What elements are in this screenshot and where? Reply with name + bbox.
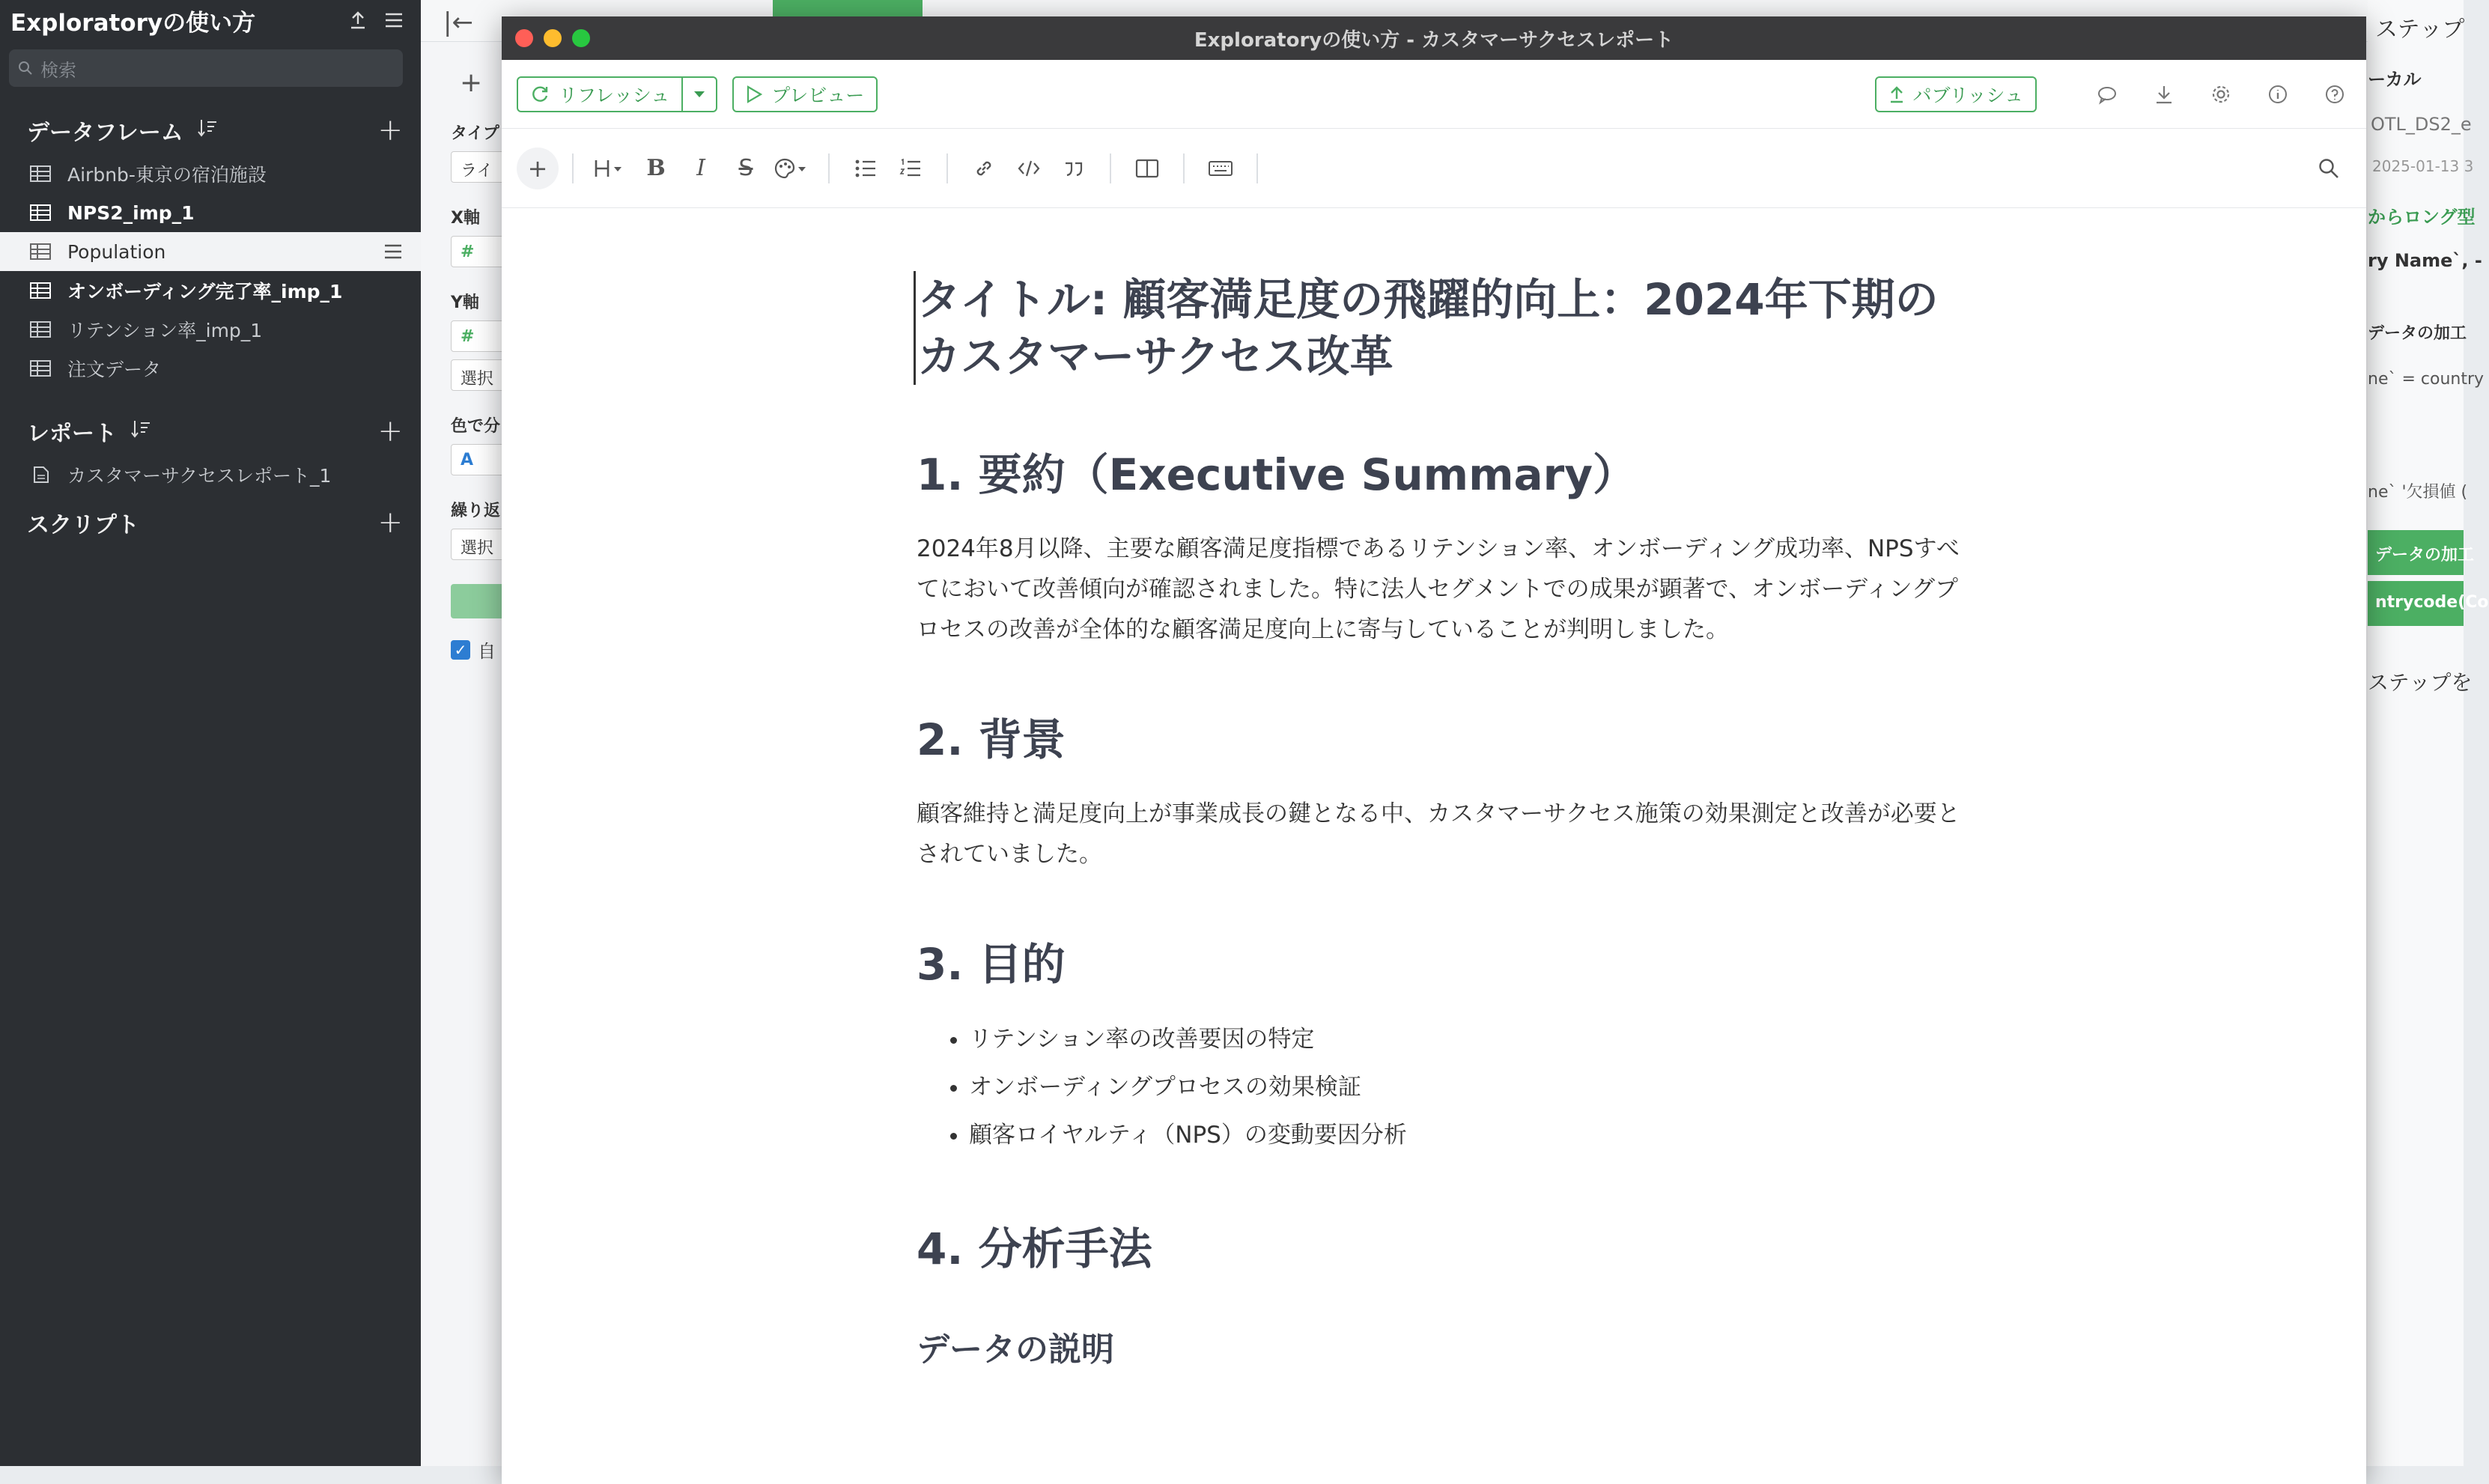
dataframe-item[interactable]	[0, 271, 421, 310]
purpose-list	[969, 1015, 1980, 1159]
paragraph[interactable]: 2024年8月以降、主要な顧客満足度指標であるリテンション率、オンボーディング成功率、NPSすべてにおいて改善傾向が確認されました。特に法人セグメントでの成果が顕著で、オンボーディングプロセスの改善が全体的な顧客満足度向上に寄与していることが判明しました。	[917, 535, 1960, 643]
comment-icon[interactable]	[2091, 78, 2124, 111]
dataframe-item[interactable]	[0, 310, 421, 349]
dataframe-item[interactable]	[0, 193, 421, 232]
dataframe-item-label: Airbnb-東京の宿泊施設	[67, 164, 267, 186]
setting-label: 色で分	[451, 417, 501, 436]
section-heading[interactable]: 1. 要約（Executive Summary）	[917, 449, 1637, 500]
table-icon	[30, 360, 52, 377]
play-icon	[746, 85, 762, 103]
gear-icon[interactable]	[2204, 78, 2237, 111]
list-item[interactable]: • オンボーディングプロセスの効果検証	[969, 1063, 1980, 1111]
step-text: ne` '欠損値 (	[2368, 483, 2468, 502]
report-toolbar-icons	[2067, 78, 2351, 111]
window-titlebar	[502, 16, 2366, 60]
refresh-button[interactable]	[517, 76, 683, 112]
table-icon	[30, 165, 52, 182]
reports-section-header	[0, 407, 421, 455]
add-icon[interactable]: +	[460, 67, 483, 98]
table-icon	[30, 243, 52, 260]
color-palette-icon[interactable]	[774, 152, 809, 185]
upload-icon	[1888, 85, 1905, 103]
dataframes-section-label: データフレーム	[27, 120, 183, 146]
x-axis-select[interactable]: #	[451, 236, 533, 267]
dataframe-item-label: リテンション率_imp_1	[67, 320, 263, 341]
steps-header: ステップ	[2375, 16, 2465, 43]
refresh-label: リフレッシュ	[559, 84, 670, 106]
preview-button[interactable]	[732, 76, 878, 112]
report-item[interactable]	[0, 455, 421, 494]
scripts-section-header	[0, 499, 421, 547]
type-select[interactable]: ライ	[451, 151, 533, 183]
dataframe-item-selected[interactable]	[0, 232, 421, 271]
info-icon[interactable]	[2261, 78, 2294, 111]
code-icon[interactable]	[1012, 152, 1045, 185]
upload-icon[interactable]	[341, 4, 374, 37]
paragraph[interactable]: 顧客維持と満足度向上が事業成長の鍵となる中、カスタマーサクセス施策の効果測定と改善が必要とされていました。	[917, 800, 1960, 868]
dataframe-item[interactable]	[0, 349, 421, 388]
dataframe-item-label: Population	[67, 240, 166, 263]
refresh-split-button	[517, 76, 717, 112]
toolbar-divider	[1256, 153, 1258, 183]
document-title[interactable]: タイトル: 顧客満足度の飛躍的向上：2024年下期のカスタマーサクセス改革	[914, 271, 1980, 385]
toolbar-divider	[1183, 153, 1185, 183]
scripts-section-label: スクリプト	[27, 512, 139, 538]
dataframe-item[interactable]	[0, 154, 421, 193]
toolbar-divider	[572, 153, 574, 183]
reports-section-label: レポート	[27, 421, 117, 447]
section-heading[interactable]: 2. 背景	[917, 714, 1066, 765]
columns-layout-icon[interactable]	[1131, 152, 1164, 185]
setting-label: Y軸	[451, 294, 479, 312]
dataframe-item-label: オンボーディング完了率_imp_1	[67, 281, 343, 302]
setting-label: 繰り返	[451, 502, 501, 520]
y-axis-select[interactable]: #	[451, 320, 533, 352]
download-icon[interactable]	[2148, 78, 2180, 111]
setting-label: X軸	[451, 209, 480, 228]
add-report-icon[interactable]: +	[377, 414, 403, 448]
editor-format-toolbar	[502, 129, 2366, 208]
help-icon[interactable]	[2318, 78, 2351, 111]
report-item-label: カスタマーサクセスレポート_1	[67, 465, 332, 487]
step-text[interactable]: からロング型	[2368, 207, 2476, 228]
search-icon	[18, 61, 33, 76]
add-script-icon[interactable]: +	[377, 505, 403, 540]
sidebar-search-field[interactable]	[9, 49, 403, 87]
dataframes-section-header	[0, 106, 421, 154]
strikethrough-icon[interactable]: S	[738, 155, 753, 181]
section-heading[interactable]: 3. 目的	[917, 939, 1066, 990]
sort-icon[interactable]	[130, 419, 151, 443]
bullet-list-icon[interactable]	[849, 152, 882, 185]
table-icon	[30, 204, 52, 221]
step-text: ry Name`, -	[2368, 250, 2482, 271]
hamburger-menu-icon[interactable]	[377, 4, 410, 37]
quote-icon[interactable]	[1057, 152, 1090, 185]
window-title: Exploratoryの使い方 - カスタマーサクセスレポート	[1194, 28, 1674, 52]
list-item[interactable]: • 顧客ロイヤルティ（NPS）の変動要因分析	[969, 1111, 1980, 1159]
project-sidebar	[0, 0, 421, 1466]
refresh-icon	[530, 85, 550, 104]
bold-icon[interactable]: B	[646, 155, 666, 181]
report-document[interactable]	[917, 271, 1980, 1370]
select-field[interactable]: 選択	[451, 359, 533, 391]
steps-panel-background	[2368, 0, 2489, 1466]
publish-button[interactable]	[1875, 76, 2037, 112]
collapse-sidebar-icon[interactable]: |←	[443, 7, 473, 37]
preview-label: プレビュー	[771, 84, 865, 106]
step-text: ーカル	[2368, 69, 2422, 90]
numbered-list-icon[interactable]	[894, 152, 927, 185]
subsection-heading[interactable]: データの説明	[917, 1331, 1114, 1369]
search-icon[interactable]	[2312, 152, 2345, 185]
repeat-select[interactable]: 選択	[451, 529, 533, 560]
toolbar-divider	[1110, 153, 1111, 183]
project-title: Exploratoryの使い方	[10, 9, 256, 37]
toolbar-divider	[828, 153, 830, 183]
add-dataframe-icon[interactable]: +	[377, 113, 403, 148]
step-text: OTL_DS2_e	[2371, 114, 2472, 135]
search-placeholder: 検索	[40, 59, 76, 81]
keyboard-icon[interactable]	[1204, 152, 1237, 185]
step-text[interactable]: ステップを	[2368, 670, 2473, 695]
document-icon	[30, 466, 52, 483]
active-tab-indicator[interactable]	[773, 0, 923, 16]
step-text: 2025-01-13 3	[2372, 157, 2474, 175]
italic-icon[interactable]: I	[696, 155, 705, 181]
insert-block-button[interactable]: +	[517, 148, 559, 189]
setting-label: タイプ	[451, 124, 499, 143]
refresh-dropdown-button[interactable]	[683, 76, 717, 112]
table-icon	[30, 282, 52, 299]
dataframe-item-label: 注文データ	[67, 359, 162, 380]
toolbar-divider	[946, 153, 948, 183]
sort-icon[interactable]	[197, 118, 218, 142]
checkbox-checked-icon[interactable]: ✓	[451, 640, 470, 660]
step-active-code[interactable]: ntrycode(Co	[2368, 581, 2464, 626]
step-active[interactable]: データの加工	[2368, 530, 2464, 575]
checkbox-label: 自	[478, 641, 496, 662]
heading-icon[interactable]	[593, 152, 627, 185]
dataframe-item-label: NPS2_imp_1	[67, 201, 195, 224]
table-icon	[30, 321, 52, 338]
item-menu-icon[interactable]	[383, 243, 403, 260]
report-editor-window	[502, 16, 2366, 1484]
step-text[interactable]: データの加工	[2368, 324, 2467, 343]
step-text: ne` = country	[2368, 370, 2485, 389]
section-heading[interactable]: 4. 分析手法	[917, 1223, 1152, 1274]
report-toolbar	[502, 60, 2366, 129]
publish-label: パブリッシュ	[1912, 84, 2023, 106]
list-item[interactable]: • リテンション率の改善要因の特定	[969, 1015, 1980, 1063]
color-select[interactable]: A	[451, 444, 533, 475]
chevron-down-icon	[693, 91, 705, 98]
sidebar-header	[0, 0, 421, 40]
link-icon[interactable]	[967, 152, 1000, 185]
